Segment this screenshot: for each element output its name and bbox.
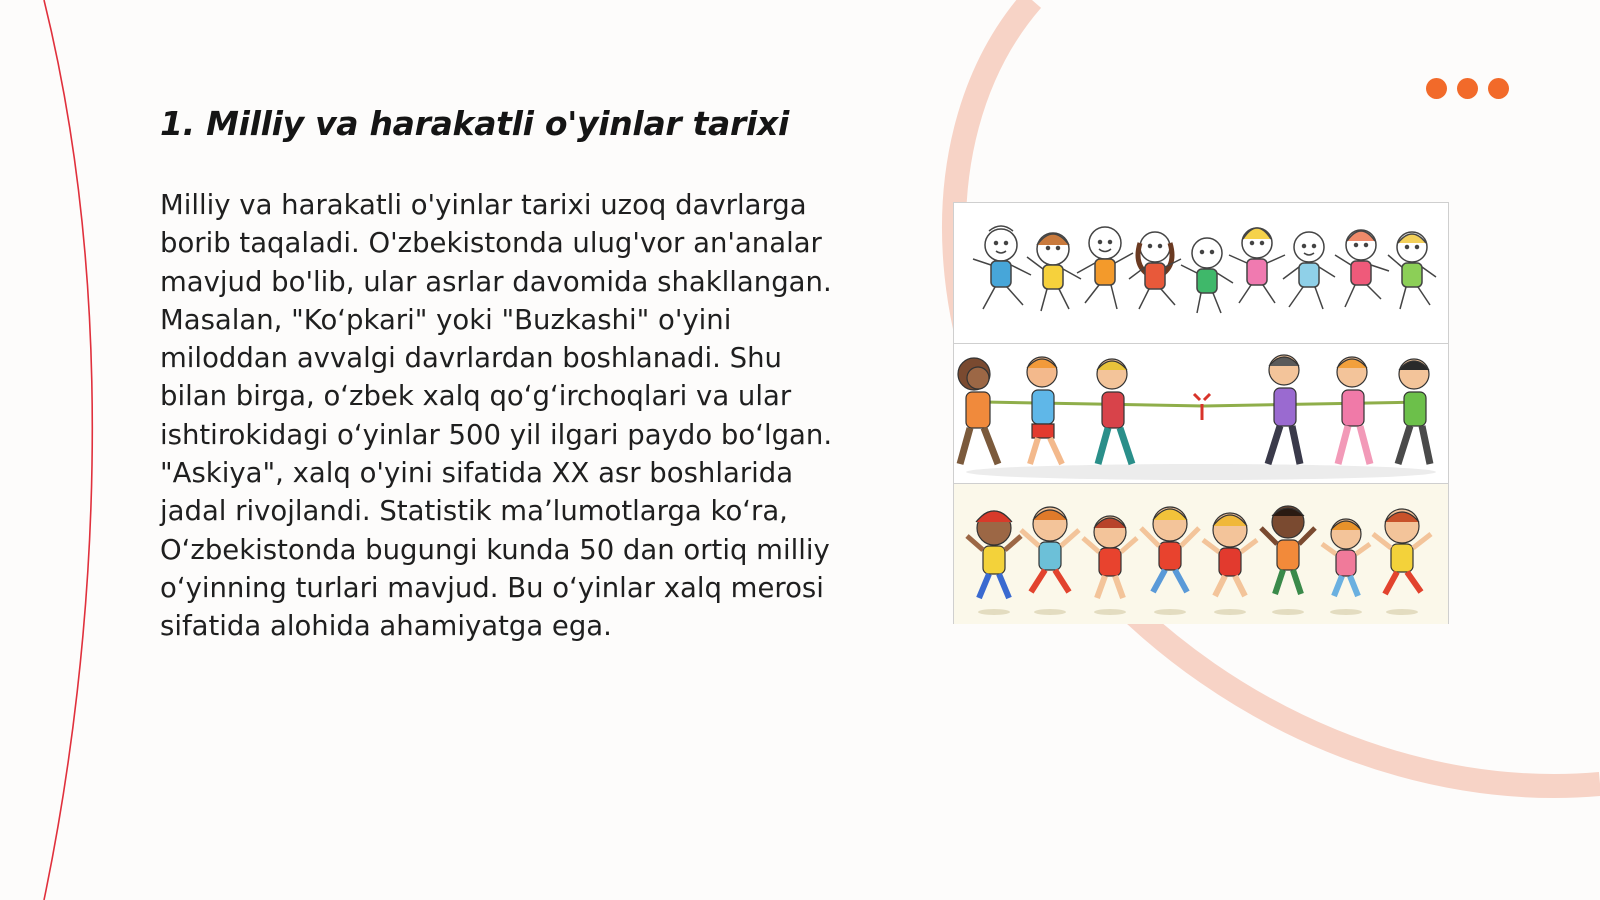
menu-dot [1488,78,1509,99]
slide-title: 1. Milliy va harakatli o'yinlar tarixi [160,104,790,143]
menu-dot [1426,78,1447,99]
children-jumping [954,483,1448,624]
children-tug-of-war [954,343,1448,484]
left-edge-line [44,0,92,900]
sketch-children-dancing [954,203,1448,343]
children-playing-illustration [953,202,1449,624]
menu-dot [1457,78,1478,99]
more-options-icon [1426,78,1509,102]
slide-body-text: Milliy va harakatli o'yinlar tarixi uzoq davrlarga borib taqaladi. O'zbekistonda ulug'vor an'analar mavjud bo'lib, ular asrlar davomida shakllangan. Masalan, "Koʻpkari" yoki "Buzkashi" o'yini miloddan avvalgi davrlardan boshlanadi. Shu bilan birga, oʻzbek xalq qoʻgʻirchoqlari va ular ishtirokidagi oʻyinlar 500 yil ilgari paydo boʻlgan. "Askiya", xalq o'yini sifatida XX asr boshlarida jadal rivojlandi. Statistik maʼlumotlarga koʻra, Oʻzbekistonda bugungi kunda 50 dan ortiq milliy oʻyinning turlari mavjud. Bu oʻyinlar xalq merosi sifatida alohida ahamiyatga ega. [160,189,833,643]
